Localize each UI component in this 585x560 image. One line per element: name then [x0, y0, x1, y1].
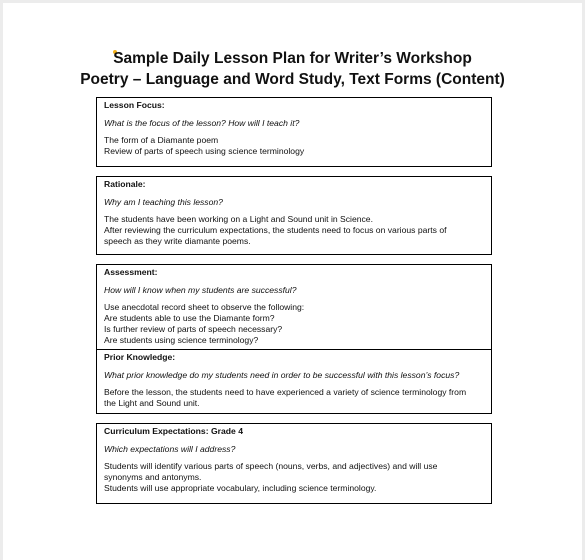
section-label: Rationale:: [104, 179, 146, 189]
section-question: Why am I teaching this lesson?: [104, 196, 223, 207]
section-line: Before the lesson, the students need to have experienced a variety of science terminology from: [104, 387, 467, 398]
section-label: Curriculum Expectations: Grade 4: [104, 426, 243, 436]
document-subtitle: Poetry – Language and Word Study, Text Forms (Content): [80, 71, 505, 88]
section-line: Are students able to use the Diamante form?: [104, 313, 275, 324]
section-line: Students will identify various parts of speech (nouns, verbs, and adjectives) and will use: [104, 461, 438, 472]
section-line: the Light and Sound unit.: [104, 398, 200, 409]
section-line: Is further review of parts of speech necessary?: [104, 323, 283, 334]
section-line: The form of a Diamante poem: [104, 135, 219, 146]
section-line: Review of parts of speech using science terminology: [104, 146, 305, 157]
section-label: Lesson Focus:: [104, 100, 165, 110]
section-line: After reviewing the curriculum expectations, the students need to focus on various parts of: [104, 225, 447, 236]
prior-knowledge-section: [96, 349, 492, 414]
section-line: Are students using science terminology?: [104, 334, 259, 345]
section-line: Use anecdotal record sheet to observe the following:: [104, 302, 305, 313]
section-question: What prior knowledge do my students need in order to be successful with this lesson’s focus?: [104, 369, 460, 380]
assessment-section: [96, 264, 492, 350]
section-line: speech as they write diamante poems.: [104, 235, 251, 246]
section-line: The students have been working on a Light and Sound unit in Science.: [104, 214, 373, 225]
section-question: Which expectations will I address?: [104, 443, 236, 454]
document-title: Sample Daily Lesson Plan for Writer’s Workshop: [113, 50, 472, 67]
lesson-focus-section: [96, 97, 492, 167]
curriculum-expectations-section: [96, 423, 492, 504]
section-line: synonyms and antonyms.: [104, 472, 202, 483]
rationale-section: [96, 176, 492, 255]
section-question: What is the focus of the lesson? How will I teach it?: [104, 117, 300, 128]
section-label: Assessment:: [104, 267, 158, 277]
section-label: Prior Knowledge:: [104, 352, 176, 362]
section-line: Students will use appropriate vocabulary, including science terminology.: [104, 482, 377, 493]
section-question: How will I know when my students are successful?: [104, 284, 297, 295]
